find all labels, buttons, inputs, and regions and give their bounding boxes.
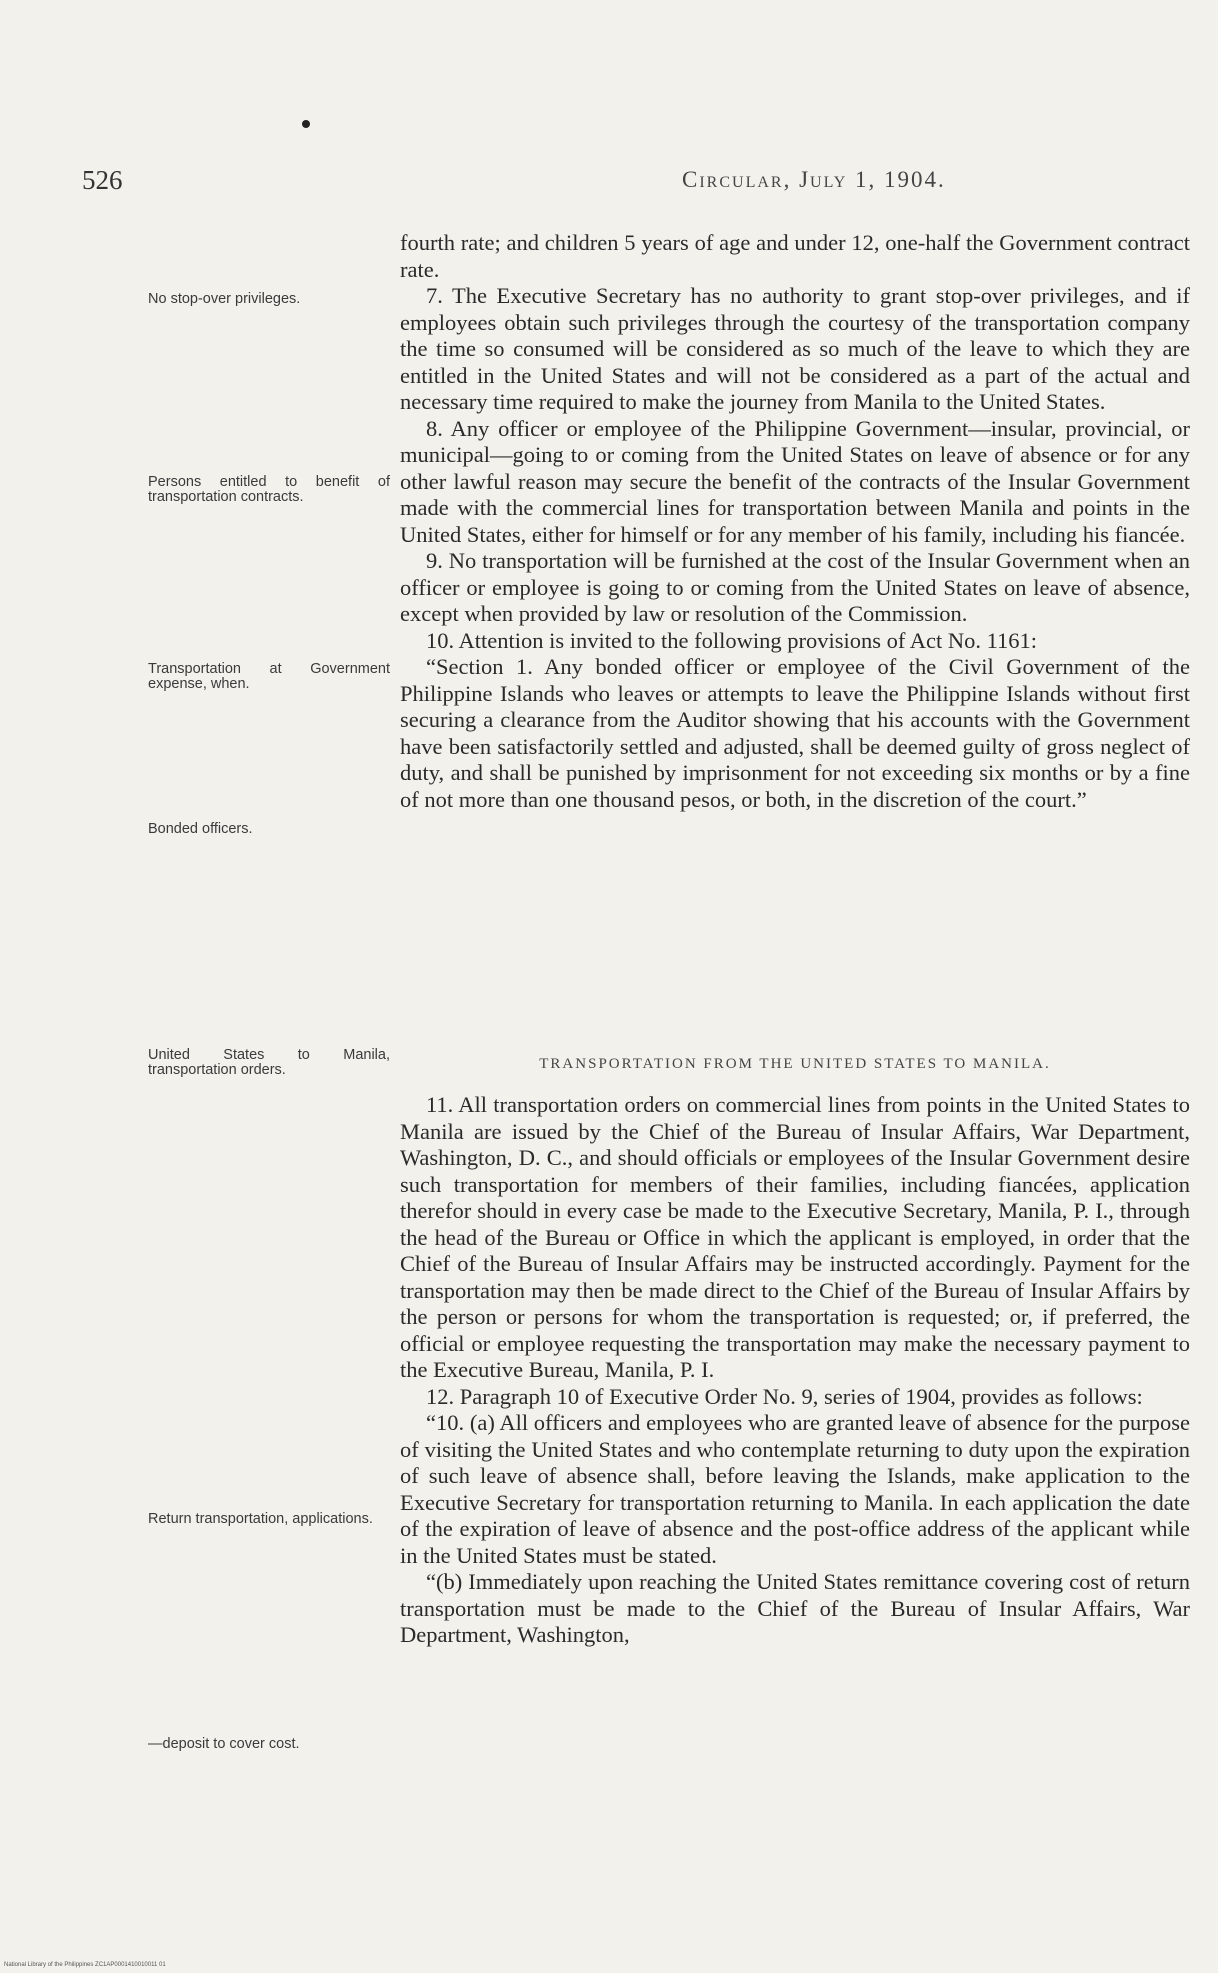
footer-credit: National Library of the Philippines ZC1AP0001410010011 01 [4,1962,166,1968]
margin-note-return-transportation: Return transportation, applications. [148,1511,373,1527]
paragraph-12b: “(b) Immediately upon reaching the United States remittance covering cost of return transportation must be made to the Chief of the Bureau of Insular Affairs, War Department, Washington, [400,1569,1190,1647]
margin-note-no-stopover: No stop-over privileges. [148,291,301,307]
paragraph-11: 11. All transportation orders on commercial lines from points in the United States to Manila are issued by the Chief of the Bureau of Insular Affairs, War Department, Washington, D. C., and should officials or employees of the Insular Government desire such transportation for members of their families, including fiancées, application therefor should in every case be made to the Executive Secretary, Manila, P. I., through the head of the Bureau or Office in which the applicant is employed, in order that the Chief of the Bureau of Insular Affairs may be instructed accordingly. Payment for the transportation may then be made direct to the Chief of the Bureau of Insular Affairs by the person or persons for whom the transportation is requested; or, if preferred, the official or employee requesting the transportation may make the necessary payment to the Executive Bureau, Manila, P. I. [400,1092,1190,1382]
paragraph-12: 12. Paragraph 10 of Executive Order No. 9, series of 1904, provides as follows: [426,1383,1143,1409]
paragraph-8: 8. Any officer or employee of the Philippine Government—insular, provincial, or municipal—going to or coming from the United States on leave of absence or for any other lawful reason may secure the benefit of the contracts of the Insular Government made with the commercial lines for transportation between Manila and points in the United States, either for himself or for any member of his family, including his fiancée. [400,415,1190,547]
paragraph-12a: “10. (a) All officers and employees who are granted leave of absence for the purpose of visiting the United States and who contemplate returning to duty upon the expiration of such leave of absence shall, before leaving the Islands, make application to the Executive Secretary for transportation returning to Manila. In each application the date of the expiration of leave of absence and the post-office address of the applicant while in the United States must be stated. [400,1410,1190,1568]
ink-dot [302,120,310,128]
margin-note-persons-entitled: Persons entitled to benefit of transportation contracts. [148,474,390,505]
running-title: Circular, July 1, 1904. [682,167,946,192]
body-block-2 [400,1092,1190,1649]
page-number: 526 [82,165,123,195]
page-header [82,165,1192,195]
margin-note-bonded-officers: Bonded officers. [148,821,253,837]
margin-note-transportation-expense: Transportation at Government expense, when. [148,661,390,692]
margin-note-us-to-manila: United States to Manila, transportation orders. [148,1047,390,1078]
paragraph-10: 10. Attention is invited to the following provisions of Act No. 1161: [426,627,1038,653]
margin-note-deposit: —deposit to cover cost. [148,1736,300,1752]
paragraph-9: 9. No transportation will be furnished at the cost of the Insular Government when an officer or employee is going to or coming from the United States on leave of absence, except when provided by law or resolution of the Commission. [400,548,1190,626]
paragraph-7: 7. The Executive Secretary has no authority to grant stop-over privileges, and if employees obtain such privileges through the courtesy of the transportation company the time so consumed will be considered as so much of the leave to which they are entitled in the United States and will not be considered as a part of the actual and necessary time required to make the journey from Manila to the United States. [400,283,1190,414]
paragraph-10-quote: “Section 1. Any bonded officer or employee of the Civil Government of the Philippine Islands who leaves or attempts to leave the Philippine Islands without first securing a clearance from the Auditor showing that his accounts with the Government have been satisfactorily settled and adjusted, shall be deemed guilty of gross neglect of duty, and shall be punished by imprisonment for not exceeding six months or by a fine of not more than one thousand pesos, or both, in the discretion of the court.” [400,654,1190,812]
body-block-1 [400,230,1190,813]
section-heading: TRANSPORTATION FROM THE UNITED STATES TO MANILA. [539,1056,1051,1072]
paragraph-intro: fourth rate; and children 5 years of age and under 12, one-half the Government contract rate. [400,230,1190,282]
